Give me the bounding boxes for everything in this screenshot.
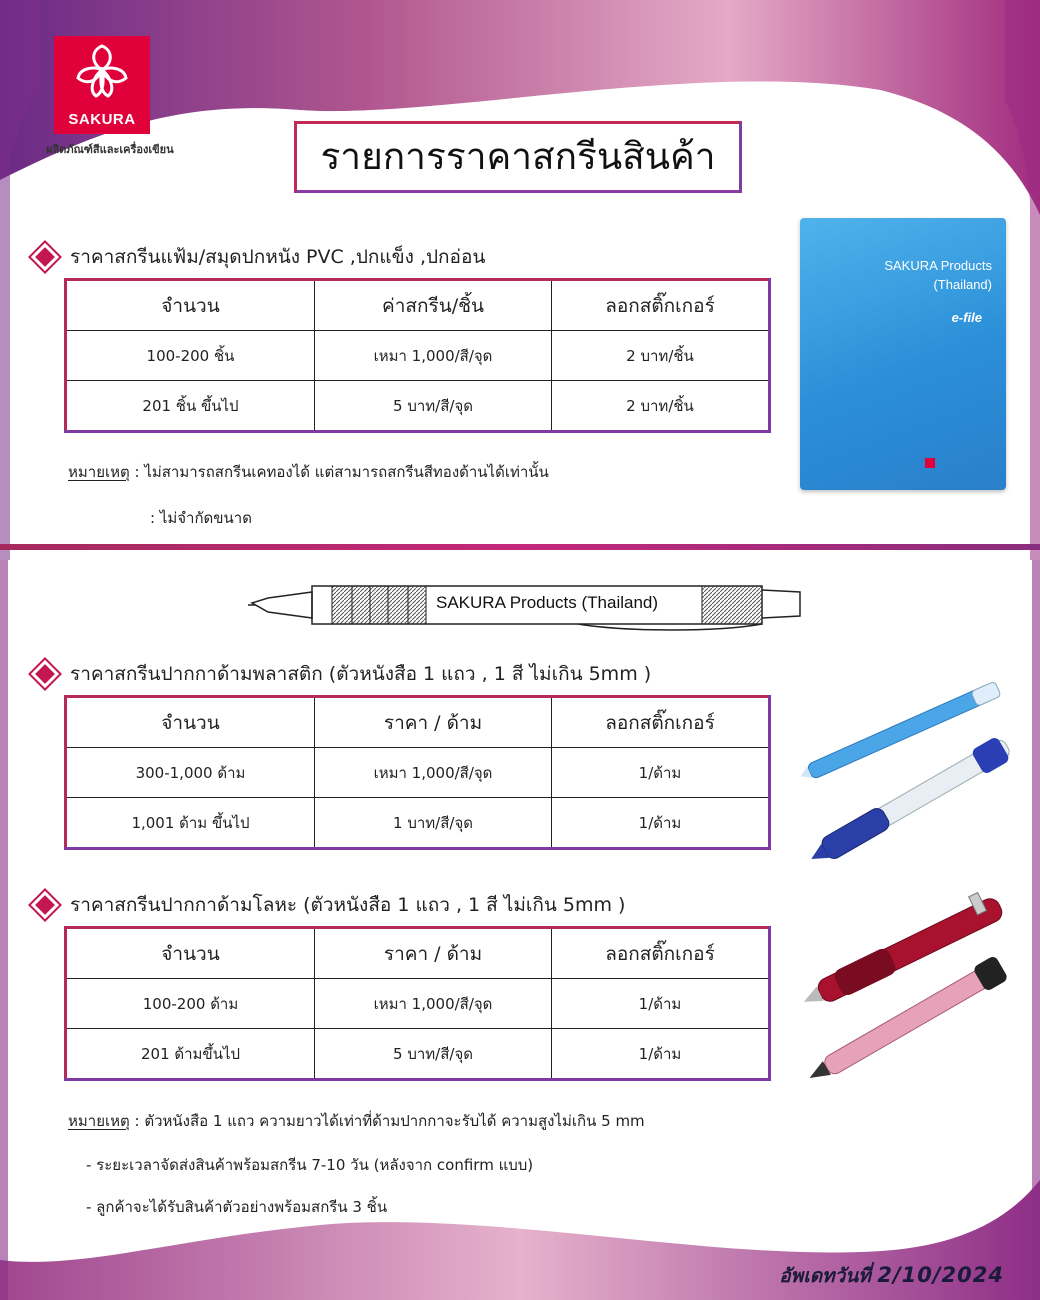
update-date: [779, 1261, 1004, 1291]
table-row: [66, 798, 770, 849]
section1-heading: [34, 242, 485, 272]
folder-text: [820, 256, 992, 294]
table-header: จำนวน: [66, 280, 315, 331]
section2-table: [64, 695, 771, 850]
table-cell: 5 บาท/สี/จุด: [315, 381, 552, 432]
note-text: : ตัวหนังสือ 1 แถว ความยาวได้เท่าที่ด้ามปากกาจะรับได้ ความสูงไม่เกิน 5 mm: [129, 1112, 645, 1130]
folder-brand: SAKURA Products: [884, 258, 992, 273]
table-header-row: [66, 697, 770, 748]
table-cell: 201 ชิ้น ขึ้นไป: [66, 381, 315, 432]
title-frame: [294, 121, 742, 193]
pen-illustration-label: SAKURA Products (Thailand): [436, 593, 659, 612]
table-cell: 300-1,000 ด้าม: [66, 748, 315, 798]
table-cell: 1/ด้าม: [552, 979, 770, 1029]
table-header-row: [66, 280, 770, 331]
section1-note: [68, 460, 549, 484]
table-row: [66, 381, 770, 432]
table-cell: เหมา 1,000/สี/จุด: [315, 979, 552, 1029]
table-header-row: [66, 928, 770, 979]
section3-heading-text: ราคาสกรีนปากกาด้ามโลหะ (ตัวหนังสือ 1 แถว , 1 สี ไม่เกิน 5mm ): [70, 894, 626, 916]
table-cell: 1,001 ด้าม ขึ้นไป: [66, 798, 315, 849]
table-cell: 2 บาท/ชิ้น: [552, 331, 770, 381]
table-header: จำนวน: [66, 697, 315, 748]
section-divider: [0, 544, 1040, 550]
table-row: [66, 979, 770, 1029]
metal-pens-image: [790, 880, 1030, 1080]
sakura-flower-icon: [54, 36, 150, 108]
table-header: ราคา / ด้าม: [315, 697, 552, 748]
section2-heading-text: ราคาสกรีนปากกาด้ามพลาสติก (ตัวหนังสือ 1 แถว , 1 สี ไม่เกิน 5mm ): [70, 663, 652, 685]
table-cell: 5 บาท/สี/จุด: [315, 1029, 552, 1080]
section2-heading: [34, 659, 651, 689]
update-label: อัพเดทวันที่: [779, 1265, 871, 1287]
section1-note-2: : ไม่จำกัดขนาด: [150, 509, 252, 527]
table-cell: 100-200 ด้าม: [66, 979, 315, 1029]
note-label: หมายเหตุ: [68, 1112, 130, 1130]
section3-heading: [34, 890, 625, 920]
pvc-folder-image: [800, 218, 1006, 490]
table-cell: 1/ด้าม: [552, 1029, 770, 1080]
table-cell: 100-200 ชิ้น: [66, 331, 315, 381]
folder-brand-sub: (Thailand): [933, 277, 992, 292]
table-header: ค่าสกรีน/ชิ้น: [315, 280, 552, 331]
footer-note-3: - ลูกค้าจะได้รับสินค้าตัวอย่างพร้อมสกรีน 3 ชิ้น: [86, 1198, 388, 1216]
table-header: ลอกสติ๊กเกอร์: [552, 697, 770, 748]
mini-logo-icon: [925, 458, 935, 468]
diamond-bullet-icon: [35, 895, 55, 915]
footer-note-2: - ระยะเวลาจัดส่งสินค้าพร้อมสกรีน 7-10 วัน (หลังจาก confirm แบบ): [86, 1156, 534, 1174]
table-header: จำนวน: [66, 928, 315, 979]
diamond-bullet-icon: [35, 664, 55, 684]
note-text: : ไม่สามารถสกรีนเคทองได้ แต่สามารถสกรีนสีทองด้านได้เท่านั้น: [129, 463, 549, 481]
section1-heading-text: ราคาสกรีนแฟ้ม/สมุดปกหนัง PVC ,ปกแข็ง ,ปกอ่อน: [70, 246, 486, 268]
table-row: [66, 1029, 770, 1080]
table-cell: เหมา 1,000/สี/จุด: [315, 748, 552, 798]
section1-table: [64, 278, 771, 433]
page-title: รายการราคาสกรีนสินค้า: [320, 135, 716, 178]
table-header: ราคา / ด้าม: [315, 928, 552, 979]
logo-tagline: ผลิตภัณฑ์สีและเครื่องเขียน: [46, 143, 174, 156]
plastic-pens-image: [792, 652, 1028, 862]
diamond-bullet-icon: [35, 247, 55, 267]
logo-text: SAKURA: [68, 111, 136, 128]
table-cell: 1/ด้าม: [552, 798, 770, 849]
update-date-value: 2/10/2024: [877, 1263, 1004, 1287]
table-cell: 1/ด้าม: [552, 748, 770, 798]
table-row: [66, 748, 770, 798]
table-cell: 1 บาท/สี/จุด: [315, 798, 552, 849]
table-cell: 2 บาท/ชิ้น: [552, 381, 770, 432]
efile-logo: e-file: [951, 310, 982, 325]
note-label: หมายเหตุ: [68, 463, 130, 481]
table-cell: 201 ด้ามขึ้นไป: [66, 1029, 315, 1080]
table-header: ลอกสติ๊กเกอร์: [552, 280, 770, 331]
table-row: [66, 331, 770, 381]
footer-note-1: [68, 1109, 645, 1133]
table-header: ลอกสติ๊กเกอร์: [552, 928, 770, 979]
section3-table: [64, 926, 771, 1081]
table-cell: เหมา 1,000/สี/จุด: [315, 331, 552, 381]
sakura-logo: [54, 36, 150, 134]
